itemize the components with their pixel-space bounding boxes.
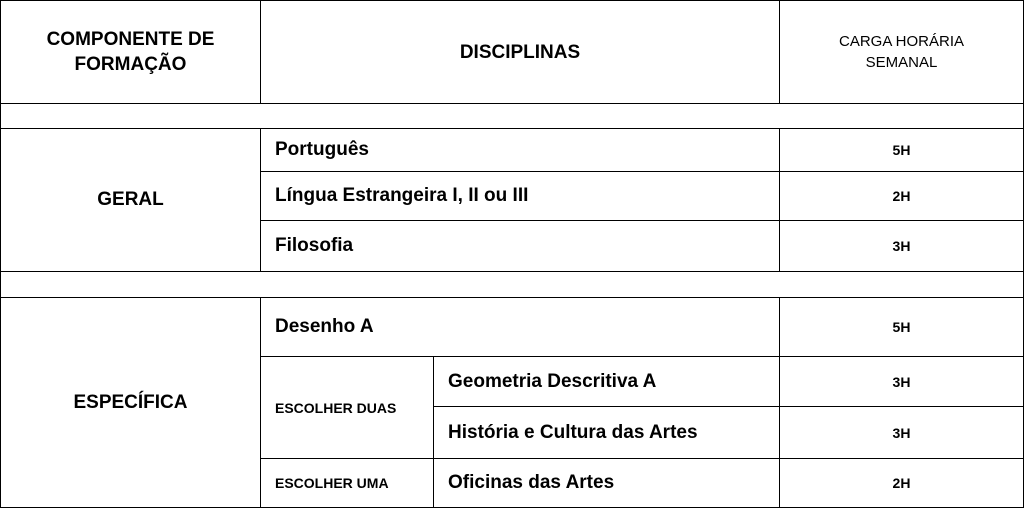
subject-filosofia: Filosofia xyxy=(260,220,780,272)
choose-two-label: ESCOLHER DUAS xyxy=(260,356,434,459)
subject-oficinas-artes: Oficinas das Artes xyxy=(433,458,780,508)
choose-one-label: ESCOLHER UMA xyxy=(260,458,434,508)
hours-portugues: 5H xyxy=(779,128,1024,172)
group-especifica: ESPECÍFICA xyxy=(0,297,261,508)
subject-historia-cultura-artes: História e Cultura das Artes xyxy=(433,406,780,459)
spacer-row xyxy=(0,271,1024,298)
group-geral: GERAL xyxy=(0,128,261,272)
hours-filosofia: 3H xyxy=(779,220,1024,272)
hours-desenho-a: 5H xyxy=(779,297,1024,357)
hours-lingua-estrangeira: 2H xyxy=(779,171,1024,221)
header-component: COMPONENTE DE FORMAÇÃO xyxy=(0,0,261,104)
spacer-row xyxy=(0,103,1024,129)
subject-desenho-a: Desenho A xyxy=(260,297,780,357)
subject-lingua-estrangeira: Língua Estrangeira I, II ou III xyxy=(260,171,780,221)
subject-portugues: Português xyxy=(260,128,780,172)
hours-geometria-descritiva: 3H xyxy=(779,356,1024,407)
subject-geometria-descritiva: Geometria Descritiva A xyxy=(433,356,780,407)
hours-historia-cultura-artes: 3H xyxy=(779,406,1024,459)
header-disciplines: DISCIPLINAS xyxy=(260,0,780,104)
hours-oficinas-artes: 2H xyxy=(779,458,1024,508)
header-weekly-hours: CARGA HORÁRIA SEMANAL xyxy=(779,0,1024,104)
